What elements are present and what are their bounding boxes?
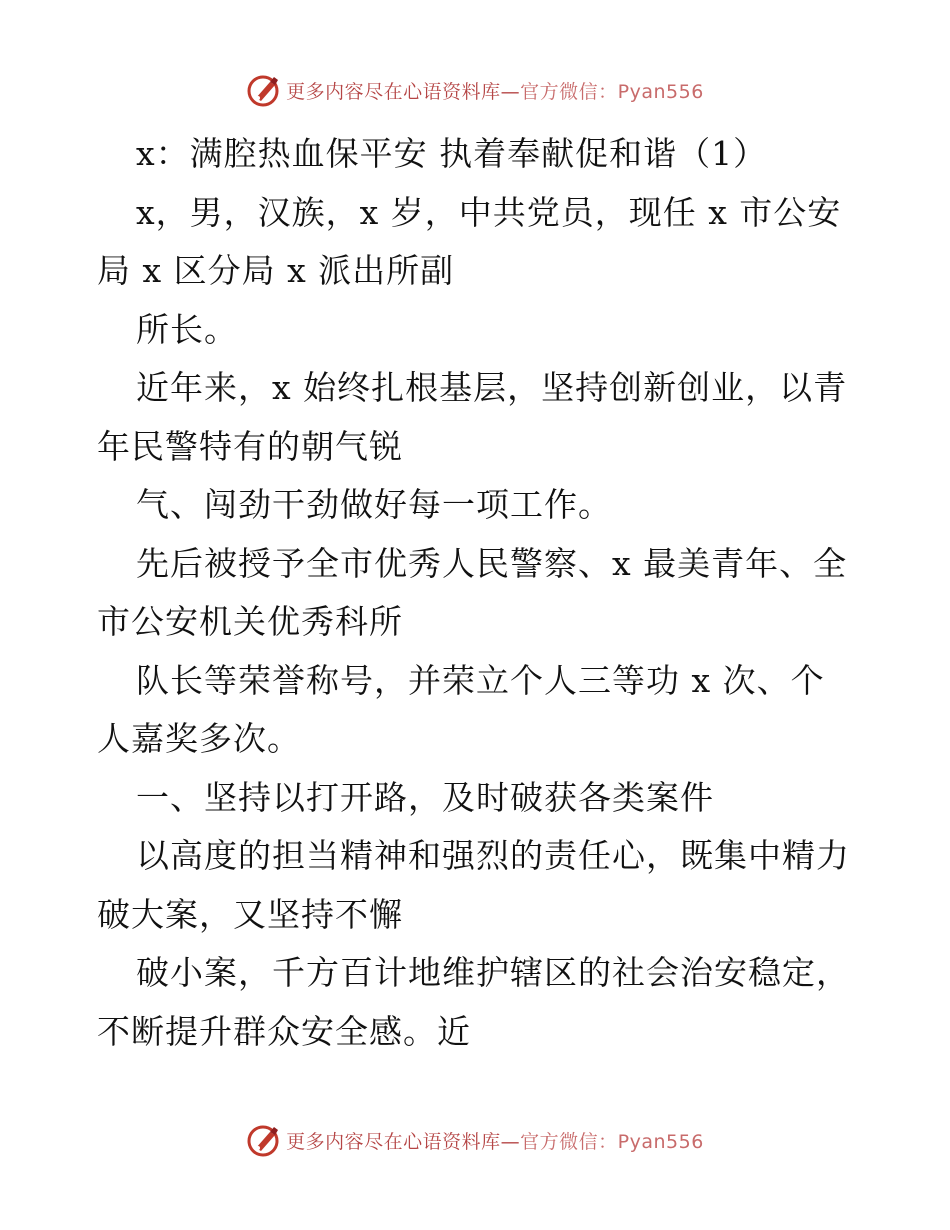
paragraph: x，男，汉族，x 岁，中共党员，现任 x 市公安局 x 区分局 x 派出所副 <box>97 192 842 290</box>
paragraph: 先后被授予全市优秀人民警察、x 最美青年、全市公安机关优秀科所 <box>97 543 848 641</box>
paragraph: 以高度的担当精神和强烈的责任心，既集中精力破大案，又坚持不懈 <box>97 836 850 934</box>
pen-logo-icon <box>246 1122 282 1158</box>
paragraph: 队长等荣誉称号，并荣立个人三等功 x 次、个人嘉奖多次。 <box>97 660 825 758</box>
banner-text: 更多内容尽在心语资料库— <box>286 80 521 103</box>
banner-wechat: 官方微信：Pyan556 <box>520 80 704 103</box>
doc-title: x：满腔热血保平安 执着奉献促和谐（1） <box>136 134 768 173</box>
banner-wechat: 官方微信：Pyan556 <box>520 1130 704 1153</box>
paragraph: 气、闯劲干劲做好每一项工作。 <box>136 485 612 524</box>
header-banner <box>0 70 950 110</box>
paragraph: 所长。 <box>136 309 238 349</box>
document-body <box>97 125 857 1061</box>
section-heading: 一、坚持以打开路，及时破获各类案件 <box>136 777 714 817</box>
paragraph: 破小案，千方百计地维护辖区的社会治安稳定，不断提升群众安全感。近 <box>97 953 850 1051</box>
footer-banner <box>0 1120 950 1160</box>
pen-logo-icon <box>246 72 282 108</box>
paragraph: 近年来，x 始终扎根基层，坚持创新创业，以青年民警特有的朝气锐 <box>97 368 848 466</box>
banner-text: 更多内容尽在心语资料库— <box>286 1130 521 1153</box>
